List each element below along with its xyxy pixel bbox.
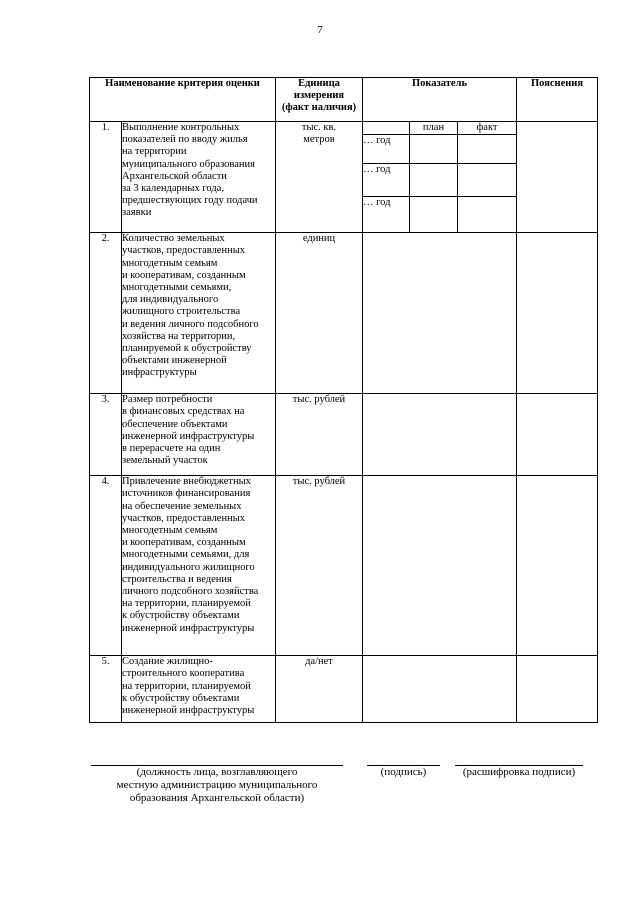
period-label: … год xyxy=(363,164,410,197)
period-label: … год xyxy=(363,197,410,233)
header-criterion: Наименование критерия оценки xyxy=(90,78,276,122)
period-header-empty-cell xyxy=(363,122,410,135)
row-indicator-cell xyxy=(363,233,517,394)
row-number: 4. xyxy=(90,476,122,656)
signature-caption: (подпись) xyxy=(380,766,427,778)
row-criterion-text: Количество земельных участков, предоставленных многодетным семьям и кооперативам, созданным многодетными семьями, для индивидуального жилищного строительства и ведения личного подсобного хозяйства на территории, планируемой к обустройству объектами инженерной инфраструктуры xyxy=(122,233,276,394)
table-row xyxy=(90,122,598,135)
row-number: 2. xyxy=(90,233,122,394)
row-unit: да/нет xyxy=(276,656,363,723)
fact-value-cell xyxy=(458,197,517,233)
row-criterion-text: Выполнение контрольных показателей по вводу жилья на территории муниципального образования Архангельской области за 3 календарных года, предшествующих году подачи заявки xyxy=(122,122,276,233)
subheader-fact: факт xyxy=(458,122,517,135)
evaluation-criteria-table xyxy=(89,77,598,723)
row-criterion-text: Создание жилищно- строительного кооператива на территории, планируемой к обустройству объектами инженерной инфраструктуры xyxy=(122,656,276,723)
row-notes-cell xyxy=(517,233,598,394)
row-notes-cell xyxy=(517,656,598,723)
table-row xyxy=(90,656,598,723)
row-number: 1. xyxy=(90,122,122,233)
row-unit: тыс. рублей xyxy=(276,394,363,476)
row-notes-cell xyxy=(517,394,598,476)
row-criterion-text: Размер потребности в финансовых средствах на обеспечение объектами инженерной инфраструктуры в перерасчете на один земельный участок xyxy=(122,394,276,476)
row-unit: единиц xyxy=(276,233,363,394)
row-indicator-cell xyxy=(363,394,517,476)
plan-value-cell xyxy=(410,135,458,164)
row-number: 5. xyxy=(90,656,122,723)
fact-value-cell xyxy=(458,135,517,164)
row-unit: тыс. кв. метров xyxy=(276,122,363,233)
row-notes-cell xyxy=(517,122,598,233)
period-label: … год xyxy=(363,135,410,164)
decryption-caption: (расшифровка подписи) xyxy=(462,766,576,778)
table-row xyxy=(90,476,598,656)
row-criterion-text: Привлечение внебюджетных источников финансирования на обеспечение земельных участков, предоставленных многодетным семьям и кооперативам, созданным многодетными семьями, для индивидуального жилищного строительства и ведения личного подсобного хозяйства на территории, планируемой к обустройству объектами инженерной инфраструктуры xyxy=(122,476,276,656)
header-indicator: Показатель xyxy=(363,78,517,122)
table-row xyxy=(90,233,598,394)
row-unit: тыс. рублей xyxy=(276,476,363,656)
row-indicator-cell xyxy=(363,476,517,656)
subheader-plan: план xyxy=(410,122,458,135)
page-number: 7 xyxy=(317,24,323,36)
plan-value-cell xyxy=(410,164,458,197)
row-notes-cell xyxy=(517,476,598,656)
header-unit: Единица измерения (факт наличия) xyxy=(276,78,363,122)
table-row xyxy=(90,394,598,476)
position-caption: (должность лица, возглавляющего местную администрацию муниципального образования Архангельской области) xyxy=(116,766,318,804)
header-notes: Пояснения xyxy=(517,78,598,122)
fact-value-cell xyxy=(458,164,517,197)
row-indicator-cell xyxy=(363,656,517,723)
table-header-row xyxy=(90,78,598,122)
plan-value-cell xyxy=(410,197,458,233)
row-number: 3. xyxy=(90,394,122,476)
